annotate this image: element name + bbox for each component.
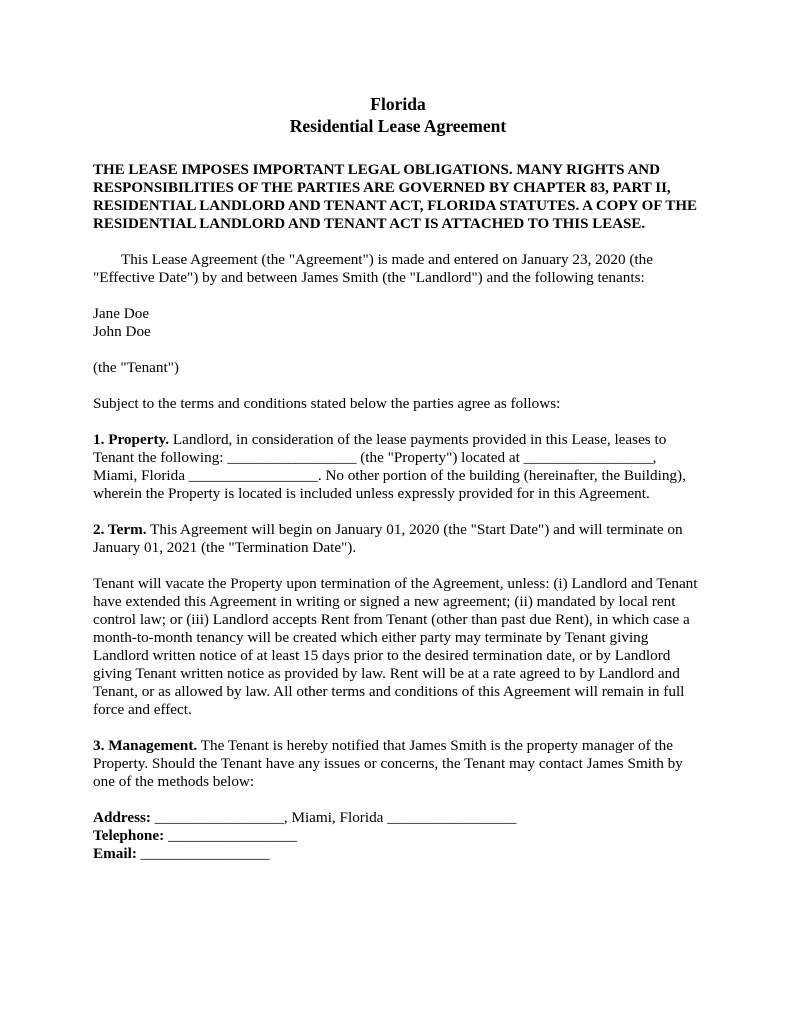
address-label: Address: [93,809,151,826]
vacate-paragraph: Tenant will vacate the Property upon termination of the Agreement, unless: (i) Landlord and Tenant have extended this Agreement in writing or signed a new agreement; (ii) mandated by local rent control law; or (iii) Landlord accepts Rent from Tenant (other than past due Rent), in which case a month-to-month tenancy will be created which either party may terminate by Tenant giving Landlord written notice of at least 15 days prior to the desired termination date, or by Landlord giving Tenant written notice as provided by law. Rent will be at a rate agreed to by Landlord and Tenant, or as allowed by law. All other terms and conditions of this Agreement will remain in full force and effect. [93,575,698,718]
subject-paragraph: Subject to the terms and conditions stated below the parties agree as follows: [93,395,561,412]
title-agreement: Residential Lease Agreement [289,115,507,136]
telephone-label: Telephone: [93,827,165,844]
contact-telephone [93,827,703,845]
section-term [93,521,703,557]
email-label: Email: [93,845,137,862]
section-term-text: This Agreement will begin on January 01, 2020 (the "Start Date") and will terminate on January 01, 2021 (the "Termination Date"). [93,521,683,556]
tenant-list [93,305,703,341]
intro-paragraph: This Lease Agreement (the "Agreement") is made and entered on January 23, 2020 (the "Effective Date") by and between James Smith (the "Landlord") and the following tenants: [93,251,653,286]
email-value: _________________ [136,845,270,862]
address-value: _________________, Miami, Florida _________________ [150,809,517,826]
section-management-heading: 3. Management. [93,737,198,754]
title-state: Florida [370,94,426,114]
telephone-value: _________________ [164,827,298,844]
document-title [93,94,703,137]
legal-notice: THE LEASE IMPOSES IMPORTANT LEGAL OBLIGATIONS. MANY RIGHTS AND RESPONSIBILITIES OF THE PARTIES ARE GOVERNED BY CHAPTER 83, PART II, RESIDENTIAL LANDLORD AND TENANT ACT, FLORIDA STATUTES. A COPY OF THE RESIDENTIAL LANDLORD AND TENANT ACT IS ATTACHED TO THIS LEASE. [93,162,698,232]
tenant-name: John Doe [93,323,151,340]
section-property-heading: 1. Property. [93,431,170,448]
lease-document [93,94,703,863]
section-term-heading: 2. Term. [93,521,147,538]
section-management-text: The Tenant is hereby notified that James Smith is the property manager of the Property. Should the Tenant have any issues or concerns, the Tenant may contact James Smith by one of the methods below: [93,737,683,790]
section-property-text: Landlord, in consideration of the lease payments provided in this Lease, leases to Tenant the following: _________________ (the "Property") located at _________________, Miami, Florida _________________. No other portion of the building (hereinafter, the Building), wherein the Property is located is included unless expressly provided for in this Agreement. [93,431,686,502]
contact-email [93,845,703,863]
section-management [93,737,703,791]
tenant-label: (the "Tenant") [93,359,179,376]
tenant-name: Jane Doe [93,305,150,322]
contact-address [93,809,703,827]
contact-list [93,809,703,863]
section-property [93,431,703,503]
